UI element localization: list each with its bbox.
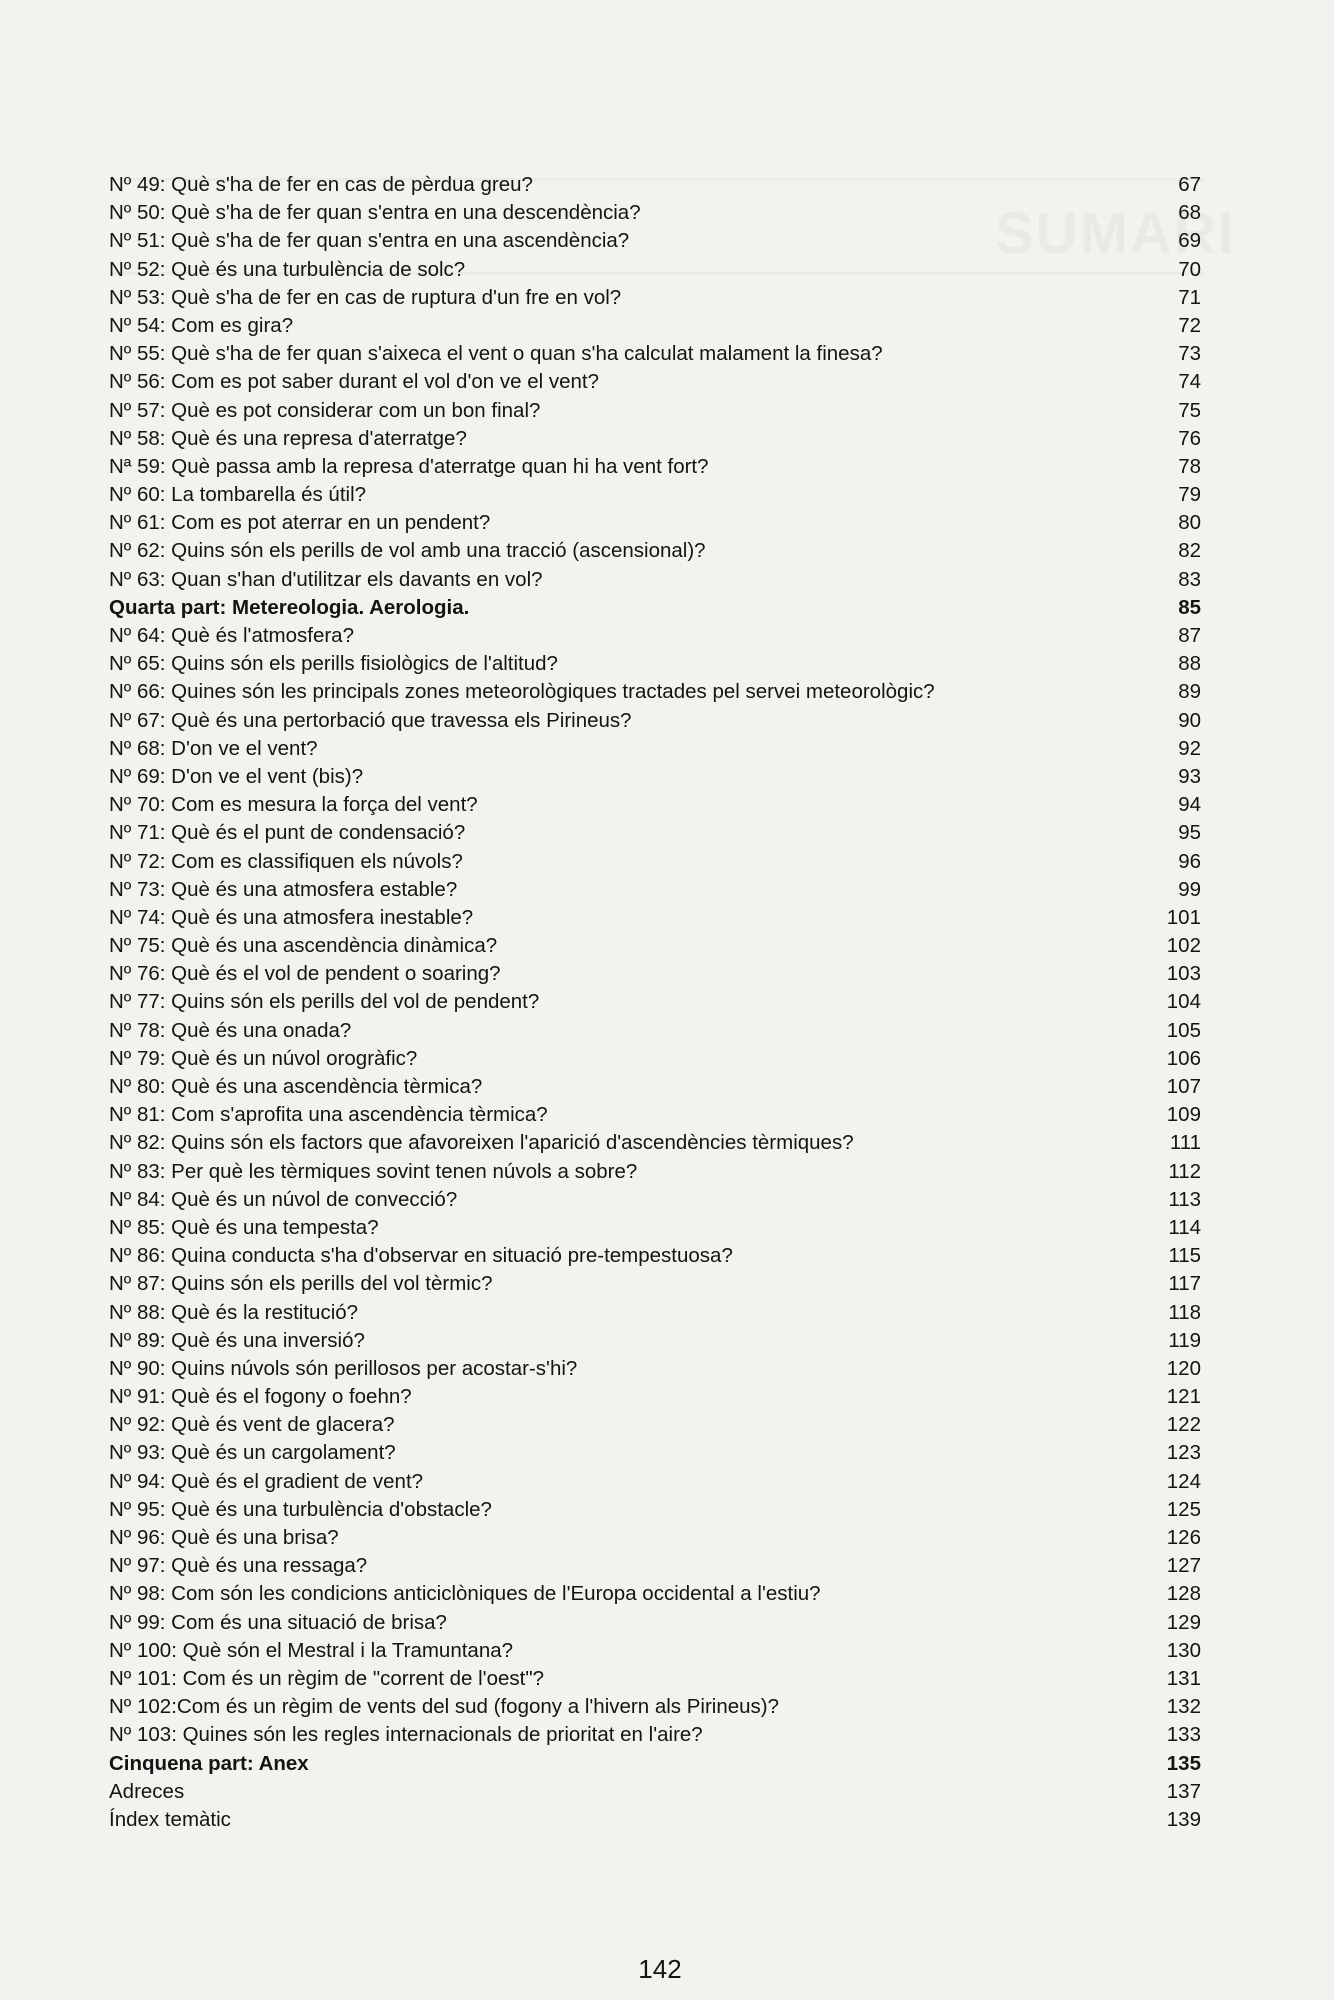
toc-entry-page: 96	[1178, 849, 1201, 873]
table-of-contents	[109, 171, 1201, 1834]
toc-entry-page: 131	[1166, 1666, 1201, 1690]
toc-entry-page: 117	[1168, 1272, 1201, 1296]
toc-entry-page: 73	[1178, 342, 1201, 366]
toc-entry-title: Nº 79: Què és un núvol orogràfic?	[109, 1046, 418, 1070]
toc-entry-page: 139	[1166, 1807, 1201, 1831]
toc-entry	[109, 650, 1201, 678]
toc-entry-title: Nº 63: Quan s'han d'utilitzar els davants en vol?	[109, 567, 543, 591]
toc-entry	[109, 791, 1201, 819]
toc-entry-page: 111	[1169, 1131, 1201, 1155]
toc-entry-title: Nº 91: Què és el fogony o foehn?	[109, 1385, 412, 1409]
toc-entry	[109, 1665, 1201, 1693]
toc-entry-page: 89	[1178, 680, 1201, 704]
toc-entry	[109, 876, 1201, 904]
toc-entry-page: 76	[1178, 426, 1201, 450]
toc-entry-title: Nº 65: Quins són els perills fisiològics de l'altitud?	[109, 652, 558, 676]
toc-entry-title: Nº 93: Què és un cargolament?	[109, 1441, 396, 1465]
toc-entry-title: Nº 82: Quins són els factors que afavoreixen l'aparició d'ascendències tèrmiques?	[109, 1131, 854, 1155]
toc-entry-title: Adreces	[109, 1779, 185, 1803]
toc-entry	[109, 509, 1201, 537]
toc-entry	[109, 1383, 1201, 1411]
toc-entry-title: Nº 60: La tombarella és útil?	[109, 483, 367, 507]
toc-entry-title: Índex temàtic	[109, 1807, 231, 1831]
toc-entry-title: Nº 73: Què és una atmosfera estable?	[109, 877, 458, 901]
toc-entry	[109, 566, 1201, 594]
toc-entry-title: Nº 75: Què és una ascendència dinàmica?	[109, 934, 498, 958]
toc-entry-page: 68	[1178, 201, 1201, 225]
toc-entry-page: 72	[1178, 313, 1201, 337]
toc-entry	[109, 368, 1201, 396]
toc-entry-page: 79	[1178, 483, 1201, 507]
toc-entry	[109, 1693, 1201, 1721]
toc-entry	[109, 340, 1201, 368]
toc-entry-page: 121	[1166, 1385, 1201, 1409]
toc-entry-title: Nº 56: Com es pot saber durant el vol d'on ve el vent?	[109, 370, 600, 394]
toc-entry	[109, 425, 1201, 453]
toc-entry-page: 120	[1166, 1356, 1201, 1380]
toc-entry-page: 101	[1166, 905, 1201, 929]
toc-entry	[109, 1214, 1201, 1242]
toc-entry	[109, 1439, 1201, 1467]
toc-entry-page: 80	[1178, 511, 1201, 535]
toc-entry-title: Nº 52: Què és una turbulència de solc?	[109, 257, 466, 281]
toc-entry-page: 95	[1178, 821, 1201, 845]
toc-entry-title: Nº 101: Com és un règim de "corrent de l'oest"?	[109, 1666, 545, 1690]
toc-entry-title: Nº 72: Com es classifiquen els núvols?	[109, 849, 463, 873]
toc-entry	[109, 1552, 1201, 1580]
toc-entry	[109, 763, 1201, 791]
toc-entry-page: 133	[1166, 1723, 1201, 1747]
toc-entry-page: 107	[1166, 1075, 1201, 1098]
toc-entry	[109, 1299, 1201, 1327]
toc-entry	[109, 199, 1201, 227]
toc-entry	[109, 1270, 1201, 1298]
toc-entry	[109, 1637, 1201, 1665]
toc-entry-page: 93	[1178, 764, 1201, 788]
toc-entry-page: 132	[1166, 1695, 1201, 1719]
toc-entry-title: Nº 102:Com és un règim de vents del sud (fogony a l'hivern als Pirineus)?	[109, 1695, 780, 1719]
toc-entry-page: 75	[1178, 398, 1201, 422]
toc-entry	[109, 1242, 1201, 1270]
toc-entry-page: 105	[1166, 1018, 1201, 1042]
toc-entry	[109, 481, 1201, 509]
toc-entry-page: 137	[1166, 1779, 1201, 1803]
toc-section-heading	[109, 594, 1201, 622]
toc-entry-title: Nº 100: Què són el Mestral i la Tramuntana?	[109, 1638, 514, 1662]
toc-entry-page: 135	[1166, 1751, 1201, 1775]
toc-entry	[109, 988, 1201, 1016]
toc-entry-title: Nº 68: D'on ve el vent?	[109, 736, 318, 760]
toc-entry-page: 70	[1178, 257, 1201, 281]
toc-entry-page: 129	[1166, 1610, 1201, 1634]
toc-entry-page: 90	[1178, 708, 1201, 732]
toc-entry-page: 88	[1178, 652, 1201, 676]
toc-entry-title: Nº 97: Què és una ressaga?	[109, 1554, 368, 1578]
toc-entry-page: 71	[1178, 285, 1201, 309]
toc-entry-page: 87	[1178, 624, 1201, 647]
toc-entry	[109, 1580, 1201, 1608]
toc-entry-title: Nº 74: Què és una atmosfera inestable?	[109, 905, 474, 929]
toc-entry	[109, 678, 1201, 706]
toc-entry-title: Nº 98: Com són les condicions anticiclòniques de l'Europa occidental a l'estiu?	[109, 1582, 821, 1606]
toc-entry	[109, 1158, 1201, 1186]
toc-entry-title: Nº 50: Què s'ha de fer quan s'entra en una descendència?	[109, 201, 641, 225]
toc-entry-page: 94	[1178, 793, 1201, 817]
toc-entry-title: Nº 99: Com és una situació de brisa?	[109, 1610, 447, 1634]
toc-entry-page: 83	[1178, 567, 1201, 591]
toc-entry-title: Nª 59: Què passa amb la represa d'aterratge quan hi ha vent fort?	[109, 454, 709, 478]
toc-entry-page: 113	[1168, 1187, 1201, 1211]
toc-entry-title: Nº 86: Quina conducta s'ha d'observar en situació pre-tempestuosa?	[109, 1244, 733, 1268]
toc-entry	[109, 453, 1201, 481]
toc-entry	[109, 904, 1201, 932]
toc-entry-title: Nº 57: Què es pot considerar com un bon final?	[109, 398, 541, 422]
toc-entry-title: Nº 103: Quines són les regles internacionals de prioritat en l'aire?	[109, 1723, 703, 1747]
toc-entry	[109, 1411, 1201, 1439]
toc-entry	[109, 284, 1201, 312]
toc-entry	[109, 1017, 1201, 1045]
toc-entry-title: Nº 62: Quins són els perills de vol amb una tracció (ascensional)?	[109, 539, 706, 563]
toc-entry	[109, 1045, 1201, 1073]
toc-entry-title: Nº 76: Què és el vol de pendent o soaring?	[109, 962, 501, 986]
toc-entry	[109, 227, 1201, 255]
toc-entry-page: 99	[1178, 877, 1201, 901]
toc-entry-title: Quarta part: Metereologia. Aerologia.	[109, 595, 470, 619]
toc-entry	[109, 1355, 1201, 1383]
toc-entry-title: Nº 88: Què és la restitució?	[109, 1300, 359, 1324]
toc-entry-page: 122	[1166, 1413, 1201, 1437]
toc-entry-page: 78	[1178, 454, 1201, 478]
toc-entry	[109, 1496, 1201, 1524]
toc-entry-page: 69	[1178, 229, 1201, 253]
toc-entry-page: 74	[1178, 370, 1201, 394]
toc-entry-title: Nº 96: Què és una brisa?	[109, 1526, 339, 1549]
toc-entry-title: Nº 84: Què és un núvol de convecció?	[109, 1187, 458, 1211]
toc-entry-title: Nº 77: Quins són els perills del vol de pendent?	[109, 990, 540, 1014]
toc-entry-page: 114	[1168, 1215, 1201, 1239]
toc-entry	[109, 1073, 1201, 1101]
toc-entry-page: 82	[1178, 539, 1201, 563]
toc-entry-title: Nº 83: Per què les tèrmiques sovint tenen núvols a sobre?	[109, 1159, 638, 1183]
toc-entry-page: 112	[1168, 1159, 1201, 1183]
toc-entry-title: Nº 51: Què s'ha de fer quan s'entra en una ascendència?	[109, 229, 630, 253]
toc-entry	[109, 622, 1201, 650]
toc-entry	[109, 932, 1201, 960]
toc-entry-page: 85	[1178, 595, 1201, 619]
toc-entry-title: Nº 89: Què és una inversió?	[109, 1328, 365, 1352]
toc-entry	[109, 1806, 1201, 1834]
toc-entry-page: 130	[1166, 1638, 1201, 1662]
toc-entry	[109, 1524, 1201, 1552]
toc-entry	[109, 1129, 1201, 1157]
toc-entry-page: 127	[1166, 1554, 1201, 1578]
toc-entry-title: Nº 78: Què és una onada?	[109, 1018, 352, 1042]
toc-entry	[109, 1327, 1201, 1355]
toc-entry-title: Cinquena part: Anex	[109, 1751, 309, 1775]
toc-entry	[109, 256, 1201, 284]
toc-entry-page: 125	[1166, 1497, 1201, 1521]
toc-entry	[109, 819, 1201, 847]
toc-entry-page: 124	[1166, 1469, 1201, 1493]
toc-entry	[109, 397, 1201, 425]
toc-entry	[109, 960, 1201, 988]
toc-entry-title: Nº 81: Com s'aprofita una ascendència tèrmica?	[109, 1103, 548, 1127]
toc-entry-page: 102	[1166, 934, 1201, 958]
toc-entry-page: 106	[1166, 1046, 1201, 1070]
toc-entry-title: Nº 64: Què és l'atmosfera?	[109, 624, 354, 647]
toc-entry-title: Nº 80: Què és una ascendència tèrmica?	[109, 1075, 483, 1098]
toc-entry	[109, 848, 1201, 876]
toc-entry-page: 67	[1178, 173, 1201, 196]
toc-entry-title: Nº 53: Què s'ha de fer en cas de ruptura d'un fre en vol?	[109, 285, 622, 309]
toc-entry	[109, 707, 1201, 735]
toc-entry-page: 109	[1166, 1103, 1201, 1127]
toc-entry-title: Nº 67: Què és una pertorbació que travessa els Pirineus?	[109, 708, 632, 732]
toc-entry	[109, 1609, 1201, 1637]
toc-entry	[109, 171, 1201, 199]
toc-entry	[109, 1778, 1201, 1806]
toc-entry-title: Nº 61: Com es pot aterrar en un pendent?	[109, 511, 491, 535]
toc-entry	[109, 735, 1201, 763]
toc-entry-title: Nº 58: Què és una represa d'aterratge?	[109, 426, 467, 450]
toc-entry-title: Nº 92: Què és vent de glacera?	[109, 1413, 395, 1437]
toc-entry-page: 119	[1168, 1328, 1201, 1352]
toc-entry-page: 103	[1166, 962, 1201, 986]
toc-entry-title: Nº 90: Quins núvols són perillosos per acostar-s'hi?	[109, 1356, 578, 1380]
toc-entry-title: Nº 87: Quins són els perills del vol tèrmic?	[109, 1272, 493, 1296]
toc-entry-title: Nº 85: Què és una tempesta?	[109, 1215, 379, 1239]
toc-entry	[109, 537, 1201, 565]
toc-entry-page: 104	[1166, 990, 1201, 1014]
toc-entry	[109, 1721, 1201, 1749]
toc-entry-page: 118	[1168, 1300, 1201, 1324]
toc-entry-page: 92	[1178, 736, 1201, 760]
toc-entry-title: Nº 70: Com es mesura la força del vent?	[109, 793, 478, 817]
toc-entry-page: 126	[1166, 1526, 1201, 1549]
toc-entry-title: Nº 71: Què és el punt de condensació?	[109, 821, 466, 845]
page-number: 142	[638, 1954, 682, 1984]
toc-entry-title: Nº 54: Com es gira?	[109, 313, 294, 337]
toc-entry	[109, 312, 1201, 340]
toc-entry-title: Nº 66: Quines són les principals zones meteorològiques tractades pel servei meteorològic?	[109, 680, 935, 704]
toc-entry	[109, 1101, 1201, 1129]
toc-entry-title: Nº 55: Què s'ha de fer quan s'aixeca el vent o quan s'ha calculat malament la finesa?	[109, 342, 883, 366]
toc-entry	[109, 1186, 1201, 1214]
toc-entry-page: 115	[1168, 1244, 1201, 1268]
toc-entry-title: Nº 49: Què s'ha de fer en cas de pèrdua greu?	[109, 173, 533, 196]
toc-entry	[109, 1468, 1201, 1496]
toc-entry-title: Nº 94: Què és el gradient de vent?	[109, 1469, 424, 1493]
toc-entry-title: Nº 95: Què és una turbulència d'obstacle?	[109, 1497, 492, 1521]
toc-entry-title: Nº 69: D'on ve el vent (bis)?	[109, 764, 364, 788]
toc-entry-page: 123	[1166, 1441, 1201, 1465]
toc-section-heading	[109, 1750, 1201, 1778]
toc-entry-page: 128	[1166, 1582, 1201, 1606]
